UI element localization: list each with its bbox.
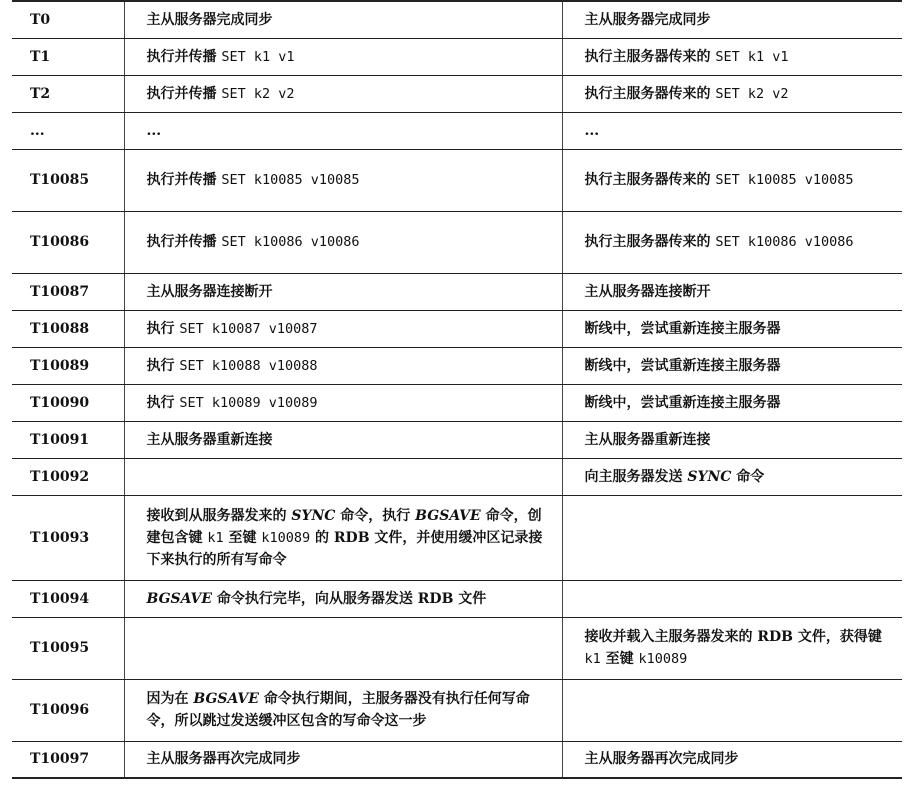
master-action-cell (124, 421, 562, 458)
action-text: 命令执行期间，主服务器没有执行任何写命令，所以跳过发送缓冲区包含的写命令这一步 (146, 691, 530, 729)
master-action-cell (124, 310, 562, 347)
slave-action-cell (562, 310, 902, 347)
slave-action-cell (562, 617, 902, 679)
command-text: SET k2 v2 (715, 85, 789, 102)
action-text: 执行主服务器传来的 (584, 85, 716, 102)
table-row (12, 75, 902, 112)
time-cell: T10088 (12, 310, 124, 347)
action-text: 执行并传播 (146, 85, 222, 102)
table-body (12, 1, 902, 778)
table-row (12, 273, 902, 310)
table-row (12, 679, 902, 741)
master-action-cell (124, 211, 562, 273)
action-text: 执行并传播 (146, 234, 222, 250)
action-text: 执行并传播 (146, 172, 222, 188)
slave-action-cell (562, 347, 902, 384)
action-text: 执行 (146, 357, 180, 374)
time-cell: T10094 (12, 580, 124, 617)
command-text: SET k10087 v10087 (179, 320, 318, 337)
master-action-cell (124, 112, 562, 149)
slave-action-cell (562, 458, 902, 495)
action-text: 断线中，尝试重新连接主服务器 (584, 320, 781, 337)
slave-action-cell (562, 580, 902, 617)
command-name: BGSAVE (415, 507, 481, 524)
master-action-cell (124, 580, 562, 617)
command-name: SYNC (291, 507, 336, 524)
action-text: ... (584, 122, 600, 139)
action-text: ... (146, 122, 162, 139)
command-text: SET k10085 v10085 (221, 172, 360, 188)
command-text: k1 (584, 651, 601, 667)
action-text: 命令 (731, 468, 765, 485)
time-cell: T10091 (12, 421, 124, 458)
command-text: SET k10088 v10088 (179, 357, 318, 374)
action-text: 命令，创建包含键 (146, 507, 542, 546)
slave-action-cell (562, 1, 902, 38)
slave-action-cell (562, 384, 902, 421)
slave-action-cell (562, 112, 902, 149)
slave-action-cell (562, 495, 902, 580)
slave-action-cell (562, 75, 902, 112)
table-row (12, 384, 902, 421)
action-text: 主从服务器再次完成同步 (584, 751, 739, 768)
action-text: 向主服务器发送 (584, 468, 688, 485)
slave-action-cell (562, 273, 902, 310)
master-action-cell (124, 1, 562, 38)
time-cell: T1 (12, 38, 124, 75)
slave-action-cell (562, 38, 902, 75)
action-text: 执行主服务器传来的 (584, 234, 716, 250)
command-name: BGSAVE (193, 691, 259, 707)
table-row (12, 149, 902, 211)
command-text: SET k10086 v10086 (715, 234, 854, 250)
slave-action-cell (562, 741, 902, 778)
action-text: 主从服务器重新连接 (584, 431, 711, 448)
command-text: SET k10085 v10085 (715, 172, 854, 188)
time-cell: ... (12, 112, 124, 149)
command-text: k10089 (261, 529, 311, 546)
action-text: 断线中，尝试重新连接主服务器 (584, 394, 781, 411)
table-row (12, 421, 902, 458)
master-action-cell (124, 273, 562, 310)
action-text: 执行主服务器传来的 (584, 48, 716, 65)
time-cell: T10092 (12, 458, 124, 495)
action-text: 至键 (600, 651, 639, 667)
slave-action-cell (562, 679, 902, 741)
action-text: 主从服务器连接断开 (146, 283, 273, 300)
master-action-cell (124, 75, 562, 112)
action-text: 至键 (223, 529, 262, 546)
master-action-cell (124, 347, 562, 384)
command-text: k10089 (638, 651, 688, 667)
master-action-cell (124, 458, 562, 495)
command-text: SET k1 v1 (715, 48, 789, 65)
time-cell: T0 (12, 1, 124, 38)
command-name: BGSAVE (146, 590, 213, 607)
time-cell: T10095 (12, 617, 124, 679)
time-cell: T2 (12, 75, 124, 112)
table-row (12, 1, 902, 38)
time-cell: T10093 (12, 495, 124, 580)
time-cell: T10097 (12, 741, 124, 778)
action-text: 主从服务器再次完成同步 (146, 751, 301, 768)
slave-action-cell (562, 211, 902, 273)
master-action-cell (124, 38, 562, 75)
action-text: 断线中，尝试重新连接主服务器 (584, 357, 781, 374)
time-cell: T10089 (12, 347, 124, 384)
action-text: 执行主服务器传来的 (584, 172, 716, 188)
master-action-cell (124, 495, 562, 580)
master-action-cell (124, 741, 562, 778)
action-text: 主从服务器完成同步 (584, 11, 711, 28)
action-text: 执行 (146, 394, 180, 411)
table-row (12, 458, 902, 495)
slave-action-cell (562, 149, 902, 211)
command-name: SYNC (687, 468, 732, 485)
action-text: 接收并载入主服务器发来的 RDB 文件，获得键 (584, 629, 882, 645)
time-cell: T10085 (12, 149, 124, 211)
action-text: 接收到从服务器发来的 (146, 507, 292, 524)
action-text: 主从服务器重新连接 (146, 431, 273, 448)
table-row (12, 211, 902, 273)
action-text: 执行 (146, 320, 180, 337)
sync-timeline-table (12, 0, 902, 779)
action-text: 因为在 (146, 691, 194, 707)
table-row (12, 38, 902, 75)
action-text: 主从服务器完成同步 (146, 11, 273, 28)
command-text: k1 (207, 529, 224, 546)
table-row (12, 310, 902, 347)
command-text: SET k10086 v10086 (221, 234, 360, 250)
action-text: 执行并传播 (146, 48, 222, 65)
master-action-cell (124, 149, 562, 211)
table-row (12, 741, 902, 778)
command-text: SET k2 v2 (221, 85, 295, 102)
table-row (12, 580, 902, 617)
table-row (12, 617, 902, 679)
table-row (12, 347, 902, 384)
action-text: 的 RDB 文件，并使用缓冲区记录接下来执行的所有写命令 (146, 529, 543, 568)
slave-action-cell (562, 421, 902, 458)
master-action-cell (124, 679, 562, 741)
command-text: SET k10089 v10089 (179, 394, 318, 411)
time-cell: T10086 (12, 211, 124, 273)
table-row (12, 495, 902, 580)
master-action-cell (124, 384, 562, 421)
master-action-cell (124, 617, 562, 679)
command-text: SET k1 v1 (221, 48, 295, 65)
time-cell: T10096 (12, 679, 124, 741)
action-text: 命令执行完毕，向从服务器发送 RDB 文件 (212, 590, 487, 607)
action-text: 主从服务器连接断开 (584, 283, 711, 300)
table-row (12, 112, 902, 149)
time-cell: T10087 (12, 273, 124, 310)
action-text: 命令，执行 (335, 507, 416, 524)
time-cell: T10090 (12, 384, 124, 421)
